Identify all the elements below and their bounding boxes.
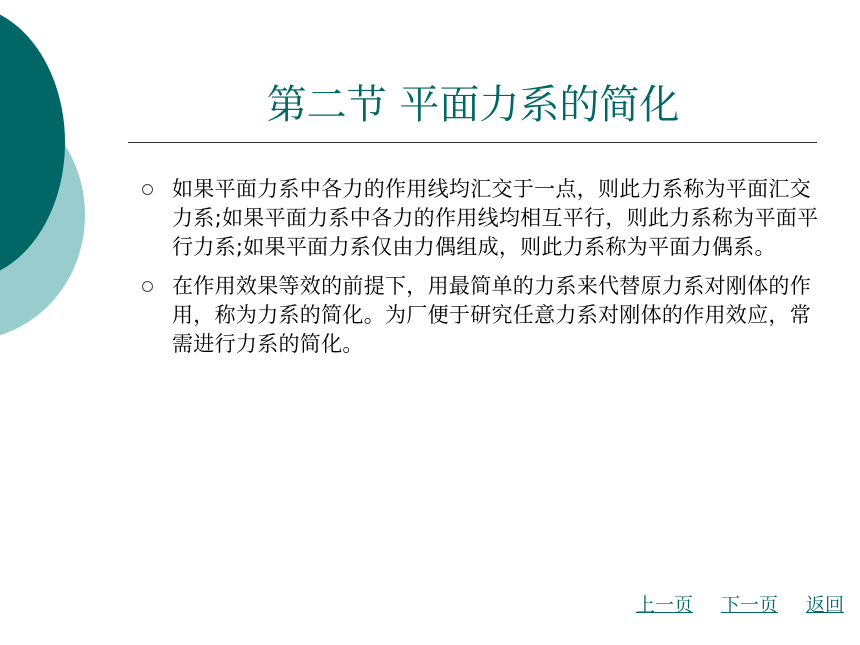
bullet-text: 如果平面力系中各力的作用线均汇交于一点，则此力系称为平面汇交力系;如果平面力系中各力的作用线均相互平行，则此力系称为平面平行力系;如果平面力系仅由力偶组成，则此力系称为平面力偶系。: [172, 177, 819, 259]
prev-page-link[interactable]: 上一页: [635, 594, 693, 616]
bullet-list: [130, 175, 830, 369]
slide-navigation: [636, 592, 844, 618]
title-divider: [128, 142, 817, 143]
bullet-item: [130, 175, 830, 262]
bullet-item: [130, 272, 830, 359]
back-link[interactable]: 返回: [805, 594, 844, 616]
circle-bullet-icon: [142, 281, 153, 292]
circle-bullet-icon: [142, 184, 153, 195]
bullet-text: 在作用效果等效的前提下，用最简单的力系来代替原力系对刚体的作用，称为力系的简化。为厂便于研究任意力系对刚体的作用效应，常需进行力系的简化。: [172, 274, 811, 356]
slide-title: 第二节 平面力系的简化: [266, 82, 680, 128]
next-page-link[interactable]: 下一页: [720, 594, 778, 616]
